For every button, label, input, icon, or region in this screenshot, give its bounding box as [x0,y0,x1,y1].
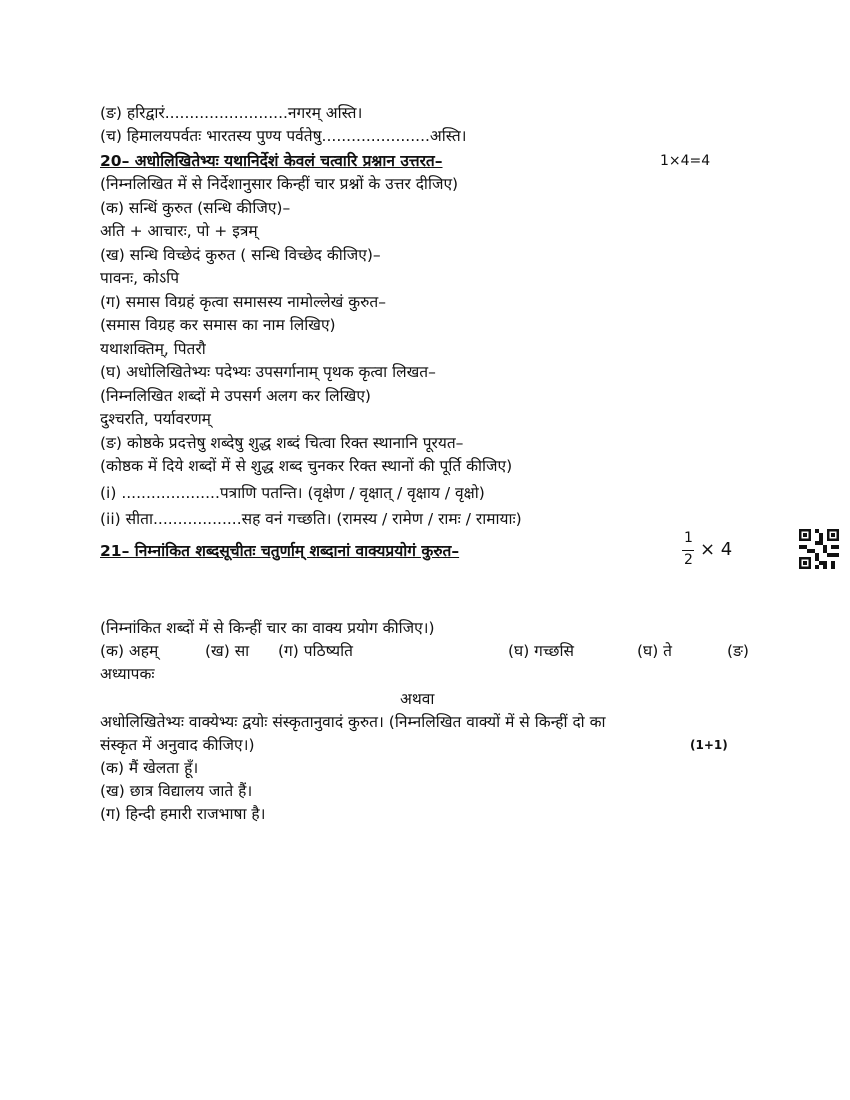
qr-code-icon [799,529,839,569]
alternative-question-line-1: अधोलिखितेभ्यः वाक्येभ्यः द्वयोः संस्कृतानुवादं कुरुत। (निम्नलिखित वाक्यों में से किन्हीं दो का [100,713,606,731]
word-option-gha-2: (घ) ते [637,642,673,660]
word-option-gha-1: (घ) गच्छसि [508,642,574,660]
word-option-adhyapak: अध्यापकः [100,665,155,683]
word-option-ka: (क) अहम् [100,642,159,660]
word-option-nga: (ङ) [727,642,749,660]
fill-blank-i: (i) ....................पत्राणि पतन्ति। (वृक्षेण / वृक्षात् / वृक्षाय / वृक्षो) [100,484,485,502]
option-nga-line: (ङ) हरिद्वारं.........................नगरम् अस्ति। [100,104,363,122]
part-ga-hindi: (समास विग्रह कर समास का नाम लिखिए) [100,316,336,334]
alternative-question-line-2: संस्कृत में अनुवाद कीजिए।) [100,736,255,754]
part-gha-hindi: (निम्नलिखित शब्दों मे उपसर्ग अलग कर लिखिए) [100,387,371,405]
part-ka-items: अति + आचारः, पो + इत्रम् [100,222,258,240]
question-21-hindi: (निम्नांकित शब्दों में से किन्हीं चार का वाक्य प्रयोग कीजिए।) [100,619,435,637]
marks-denominator: 2 [684,552,693,568]
fill-blank-ii: (ii) सीता..................सह वनं गच्छति। (रामस्य / रामेण / रामः / रामायाः) [100,510,522,528]
part-gha-heading: (घ) अधोलिखितेभ्यः पदेभ्यः उपसर्गानाम् पृथक कृत्वा लिखत– [100,363,436,381]
part-ga-items: यथाशक्तिम्, पितरौ [100,340,206,358]
question-20-marks: 1×4=4 [660,153,711,169]
question-21-title: 21– निम्नांकित शब्दसूचीतः चतुर्णाम् शब्दानां वाक्यप्रयोगं कुरुत– [100,542,460,560]
part-ka-heading: (क) सन्धिं कुरुत (सन्धि कीजिए)– [100,199,291,217]
sentence-ga: (ग) हिन्दी हमारी राजभाषा है। [100,805,266,823]
marks-numerator: 1 [684,530,693,546]
word-option-ga: (ग) पठिष्यति [278,642,353,660]
marks-multiplier: × 4 [700,539,733,560]
athva-divider: अथवा [400,690,435,708]
part-kha-items: पावनः, कोऽपि [100,269,179,287]
question-20-title: 20– अधोलिखितेभ्यः यथानिर्देशं केवलं चत्वारि प्रश्नान उत्तरत– [100,152,443,170]
alternative-question-marks: (1+1) [690,738,728,752]
sentence-ka: (क) मैं खेलता हूँ। [100,759,199,777]
part-gha-items: दुश्चरति, पर्यावरणम् [100,410,211,428]
word-option-kha: (ख) सा [205,642,250,660]
part-nga-heading: (ङ) कोष्ठके प्रदत्तेषु शब्देषु शुद्ध शब्दं चित्वा रिक्त स्थानानि पूरयत– [100,434,464,452]
part-nga-hindi: (कोष्ठक में दिये शब्दों में से शुद्ध शब्द चुनकर रिक्त स्थानों की पूर्ति कीजिए) [100,457,513,475]
question-20-hindi: (निम्नलिखित में से निर्देशानुसार किन्हीं चार प्रश्नों के उत्तर दीजिए) [100,175,459,193]
option-cha-line: (च) हिमालयपर्वतः भारतस्य पुण्य पर्वतेषु......................अस्ति। [100,127,467,145]
fraction-bar [682,550,694,551]
part-ga-heading: (ग) समास विग्रहं कृत्वा समासस्य नामोल्लेखं कुरुत– [100,293,386,311]
question-21-marks [680,530,740,574]
sentence-kha: (ख) छात्र विद्यालय जाते हैं। [100,782,253,800]
part-kha-heading: (ख) सन्धि विच्छेदं कुरुत ( सन्धि विच्छेद कीजिए)– [100,246,381,264]
